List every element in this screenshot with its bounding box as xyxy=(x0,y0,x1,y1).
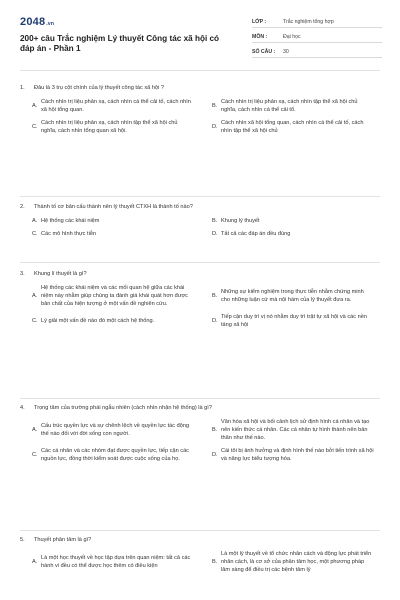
option-text: Lý giải một vấn đề nào đó một cách hệ thống. xyxy=(41,318,155,324)
option-a[interactable] xyxy=(24,284,200,308)
meta-label: MÔN : xyxy=(252,34,268,40)
option-text: Tiếp cận duy trì vị nó nhằm duy trì trật tự xã hội và các nền tảng xã hội xyxy=(221,314,367,328)
document-meta xyxy=(252,16,382,61)
option-d[interactable] xyxy=(204,230,380,238)
option-letter: B. xyxy=(212,218,218,224)
option-text: Văn hóa xã hội và bối cảnh lịch sử định hình cá nhân và tạo nên kiến thức cá nhân. Các cá nhân tự hình thành nên bản thân như thế nào. xyxy=(221,419,370,441)
question-1 xyxy=(20,84,380,140)
option-d[interactable] xyxy=(204,447,380,463)
meta-label: SỐ CÂU : xyxy=(252,49,276,55)
option-b[interactable] xyxy=(204,217,380,225)
option-letter: A. xyxy=(32,559,38,565)
question-number: 4. xyxy=(20,405,25,411)
option-b[interactable] xyxy=(204,98,380,114)
option-text: Cái tôi bị ảnh hưởng và định hình thế nào bởi tiến trình xã hội và năng lực biểu tượng hóa. xyxy=(221,448,374,462)
option-c[interactable] xyxy=(24,313,200,329)
option-text: Khung lý thuyết xyxy=(221,218,260,224)
option-text: Các mô hình thực tiễn xyxy=(41,231,97,237)
question-text: Trọng tâm của trường phái ngẫu nhiên (cách nhìn nhận hệ thống) là gì? xyxy=(34,405,212,411)
meta-row-count xyxy=(252,46,382,58)
meta-value: 30 xyxy=(283,49,289,55)
option-letter: A. xyxy=(32,218,38,224)
question-number: 3. xyxy=(20,271,25,277)
option-b[interactable] xyxy=(204,550,380,574)
option-text: Là một học thuyết về học tập dựa trên quan niệm: tất cả các hành vi đều có thể được học thêm có điều kiện xyxy=(41,555,191,569)
question-text: Đâu là 3 trụ cột chính của lý thuyết công tác xã hội ? xyxy=(34,85,164,91)
option-text: Cách nhìn xã hội tổng quan, cách nhìn cá thể cải tố, cách nhìn tập thể xã hội chủ xyxy=(221,120,364,134)
option-text: Là một lý thuyết về tổ chức nhân cách và động lực phát triển nhân cách, là cơ sở của phân tâm học, một phương pháp lâm sàng để điều trị các bệnh tâm lý xyxy=(221,551,372,573)
header-divider xyxy=(20,70,380,71)
option-letter: C. xyxy=(32,231,38,237)
option-letter: B. xyxy=(212,293,218,299)
question-2 xyxy=(20,203,380,243)
option-text: Cách nhìn trị liệu phản xạ, cách nhìn tập thể xã hội chủ nghĩa, cách nhìn cá thể cải tổ. xyxy=(221,99,358,113)
option-text: Hệ thống các khái niệm và các mối quan hệ giữa các khái niệm này nhằm giúp chúng ta đánh giá khái quát hơn được bản chất của hiện tượng ở một vấn đề nghiên cứu. xyxy=(41,285,188,307)
meta-value: Trắc nghiệm tổng hợp xyxy=(283,19,334,25)
question-text: Khung lí thuyết là gì? xyxy=(34,271,87,277)
site-logo[interactable] xyxy=(20,16,54,28)
question-4 xyxy=(20,404,380,468)
option-a[interactable] xyxy=(24,550,200,574)
option-letter: D. xyxy=(212,452,218,458)
option-letter: D. xyxy=(212,124,218,130)
option-a[interactable] xyxy=(24,418,200,442)
question-text: Thuyết phân tâm là gì? xyxy=(34,537,92,543)
question-divider xyxy=(20,262,380,263)
option-text: Cách nhìn trị liệu phản xạ, cách nhìn tập thể xã hội chủ nghĩa, cách nhìn tổng quan xã hội. xyxy=(41,120,178,134)
option-d[interactable] xyxy=(204,313,380,329)
question-divider xyxy=(20,398,380,399)
document-title: 200+ câu Trắc nghiệm Lý thuyết Công tác xã hội có đáp án - Phần 1 xyxy=(20,34,220,53)
option-letter: C. xyxy=(32,124,38,130)
option-text: Cách nhìn trị liệu phản xạ, cách nhìn cá thể cải tố, cách nhìn xã hội tổng quan. xyxy=(41,99,191,113)
option-text: Tất cả các đáp án đều đúng xyxy=(221,231,291,237)
option-c[interactable] xyxy=(24,119,200,135)
option-a[interactable] xyxy=(24,217,200,225)
option-letter: A. xyxy=(32,427,38,433)
option-c[interactable] xyxy=(24,230,200,238)
option-d[interactable] xyxy=(204,119,380,135)
question-text: Thành tố cơ bản cấu thành nên lý thuyết CTXH là thành tố nào? xyxy=(34,204,193,210)
option-text: Các cá nhân và các nhóm đạt được quyền lực, tiếp cận các nguồn lực, đồng thời kiểm soát được cuộc sống của họ. xyxy=(41,448,189,462)
logo-tld: .vn xyxy=(46,21,55,27)
option-letter: C. xyxy=(32,318,38,324)
option-letter: B. xyxy=(212,103,218,109)
option-letter: B. xyxy=(212,427,218,433)
option-a[interactable] xyxy=(24,98,200,114)
meta-row-class xyxy=(252,16,382,28)
option-letter: A. xyxy=(32,293,38,299)
question-number: 1. xyxy=(20,85,25,91)
option-c[interactable] xyxy=(24,447,200,463)
option-letter: D. xyxy=(212,231,218,237)
option-letter: B. xyxy=(212,559,218,565)
option-letter: D. xyxy=(212,318,218,324)
option-b[interactable] xyxy=(204,418,380,442)
logo-text: 2048 xyxy=(20,16,46,28)
question-number: 5. xyxy=(20,537,25,543)
meta-row-subject xyxy=(252,31,382,43)
question-divider xyxy=(20,196,380,197)
option-letter: A. xyxy=(32,103,38,109)
meta-label: LỚP : xyxy=(252,19,267,25)
question-3 xyxy=(20,270,380,334)
option-b[interactable] xyxy=(204,284,380,308)
question-number: 2. xyxy=(20,204,25,210)
question-divider xyxy=(20,530,380,531)
option-letter: C. xyxy=(32,452,38,458)
question-5 xyxy=(20,536,380,579)
option-text: Những sự kiểm nghiệm trong thực tiễn nhằm chứng minh cho những luận cứ mà nội hàm của lý thuyết đưa ra. xyxy=(221,289,364,303)
option-text: Hệ thống các khái niệm xyxy=(41,218,100,224)
option-text: Cấu trúc quyền lực và sự chênh lệch về quyền lực tác động thế nào đối với đời sống con người. xyxy=(41,423,190,437)
meta-value: Đại học xyxy=(283,34,301,40)
